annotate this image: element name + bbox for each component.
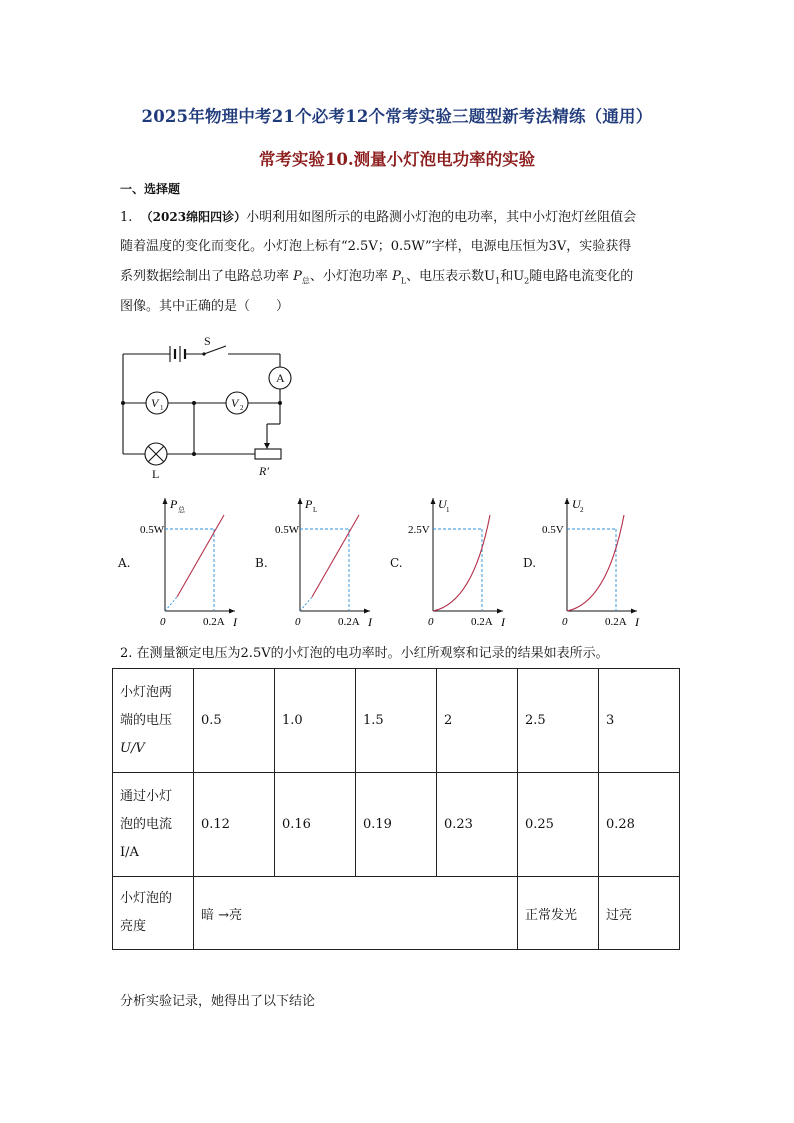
- header-line: 端的电压: [120, 712, 173, 728]
- q1-line-4: 图像。其中正确的是（ ）: [120, 299, 290, 314]
- table-cell: 2.5: [518, 669, 599, 773]
- table-cell: 0.23: [437, 773, 518, 877]
- y-axis-label: U: [572, 497, 581, 511]
- p-total-sub: 总: [301, 276, 310, 286]
- u2-sub: 2: [524, 276, 530, 286]
- data-curve: [312, 515, 359, 597]
- table-cell: 0.12: [194, 773, 275, 877]
- y-axis-sub: 1: [446, 506, 450, 514]
- q1-line3-d: 和U: [500, 269, 525, 284]
- x-axis-arrow: [631, 609, 637, 614]
- table-cell: 0.28: [599, 773, 680, 877]
- curve-extension: [165, 597, 177, 611]
- table-cell: 0.19: [356, 773, 437, 877]
- x-axis-label: I: [501, 615, 505, 629]
- slider-arrow: [264, 443, 270, 449]
- table-cell: 1.5: [356, 669, 437, 773]
- header-line: 小灯泡的: [120, 891, 173, 906]
- y-tick-label: 0.5W: [140, 524, 165, 536]
- u1-sub: 1: [495, 276, 501, 286]
- p-lamp-sub: L: [400, 276, 407, 286]
- question-1: [120, 202, 676, 322]
- x-axis-label: I: [635, 615, 639, 629]
- table-cell: 0.25: [518, 773, 599, 877]
- data-curve: [567, 515, 624, 611]
- table-cell: 2: [437, 669, 518, 773]
- p-total-symbol: P: [293, 269, 302, 284]
- conclusion-text: 分析实验记录，她得出了以下结论: [120, 994, 316, 1009]
- data-curve: [177, 515, 224, 597]
- lamp-label: L: [152, 467, 160, 481]
- option-b-label: B.: [255, 556, 268, 570]
- header-line: 亮度: [120, 919, 147, 934]
- q1-line3-a: 系列数据绘制出了电路总功率: [120, 269, 290, 284]
- voltage-header: [113, 669, 194, 773]
- x-axis-label: I: [368, 615, 372, 629]
- y-axis-sub: 总: [178, 506, 185, 514]
- q1-line3-c: 、电压表示数U: [406, 269, 496, 284]
- y-tick-label: 2.5V: [408, 524, 430, 536]
- option-a-label: A.: [118, 556, 131, 570]
- rheostat-symbol: [255, 449, 281, 459]
- y-axis-arrow: [565, 498, 570, 504]
- p-lamp-symbol: P: [392, 269, 401, 284]
- option-b-graph: [271, 492, 381, 642]
- q1-source: （2023绵阳四诊）: [140, 210, 247, 224]
- table-cell: 过亮: [599, 877, 680, 950]
- voltmeter-1-sub: 1: [160, 404, 164, 412]
- option-a-graph: [136, 492, 246, 642]
- voltmeter-2-sub: 2: [240, 404, 244, 412]
- switch-label: S: [204, 334, 211, 348]
- x-axis-arrow: [364, 609, 370, 614]
- y-axis-label: P: [170, 497, 178, 511]
- voltmeter-1-label: V: [151, 396, 159, 410]
- y-axis-arrow: [163, 498, 168, 504]
- y-axis-sub: 2: [580, 506, 584, 514]
- table-cell: 0.5: [194, 669, 275, 773]
- x-axis-arrow: [497, 609, 503, 614]
- header-line: U/V: [120, 740, 145, 756]
- option-c-label: C.: [390, 556, 403, 570]
- header-line: 小灯泡两: [120, 684, 173, 700]
- q1-line-3: [120, 262, 676, 292]
- x-tick-label: 0.2A: [338, 616, 360, 628]
- header-line: 通过小灯: [120, 788, 173, 804]
- table-cell: 1.0: [275, 669, 356, 773]
- x-axis-arrow: [229, 609, 235, 614]
- table-cell: 暗 →亮: [194, 877, 518, 950]
- table-row: [113, 773, 680, 877]
- current-header: [113, 773, 194, 877]
- curve-extension: [300, 597, 312, 611]
- origin-label: 0: [428, 616, 434, 628]
- y-axis-label: P: [305, 497, 313, 511]
- y-tick-label: 0.5V: [542, 524, 564, 536]
- q1-line1-text: 小明利用如图所示的电路测小灯泡的电功率，其中小灯泡灯丝阻值会: [246, 210, 637, 225]
- x-tick-label: 0.2A: [605, 616, 627, 628]
- q1-line-2: 随着温度的变化而变化。小灯泡上标有“2.5V；0.5W”字样，电源电压恒为3V，实验获得: [120, 239, 632, 254]
- table-cell: 0.16: [275, 773, 356, 877]
- y-tick-label: 0.5W: [275, 524, 300, 536]
- origin-label: 0: [295, 616, 301, 628]
- document-title: 2025年物理中考21个必考12个常考实验三题型新考法精练（通用）: [141, 107, 653, 126]
- origin-label: 0: [160, 616, 166, 628]
- q1-line-1: [120, 202, 676, 232]
- data-curve: [433, 515, 490, 611]
- y-axis-arrow: [298, 498, 303, 504]
- data-table: [112, 668, 680, 950]
- header-line: 泡的电流: [120, 816, 173, 832]
- q1-line3-e: 随电路电流变化的: [529, 269, 634, 284]
- q1-line3-b: 、小灯泡功率: [309, 269, 388, 284]
- circuit-diagram: [118, 330, 308, 482]
- table-cell: 正常发光: [518, 877, 599, 950]
- x-tick-label: 0.2A: [203, 616, 225, 628]
- section-heading: 一、选择题: [120, 182, 181, 196]
- table-row: [113, 669, 680, 773]
- rheostat-label: R′: [259, 464, 269, 478]
- q1-number: 1.: [120, 210, 133, 225]
- origin-label: 0: [562, 616, 568, 628]
- table-cell: 3: [599, 669, 680, 773]
- option-d-graph: [538, 492, 648, 642]
- document-subtitle: 常考实验10.测量小灯泡电功率的实验: [258, 150, 536, 169]
- x-axis-label: I: [233, 615, 237, 629]
- table-row: [113, 877, 680, 950]
- y-axis-label: U: [438, 497, 447, 511]
- header-line: I/A: [120, 844, 139, 860]
- y-axis-arrow: [431, 498, 436, 504]
- y-axis-sub: L: [313, 506, 318, 514]
- brightness-header: [113, 877, 194, 950]
- ammeter-label: A: [276, 371, 285, 385]
- question-2: 2. 在测量额定电压为2.5V的小灯泡的电功率时。小红所观察和记录的结果如表所示。: [120, 646, 609, 661]
- voltmeter-2-label: V: [231, 396, 239, 410]
- option-c-graph: [404, 492, 514, 642]
- option-d-label: D.: [523, 556, 537, 570]
- x-tick-label: 0.2A: [471, 616, 493, 628]
